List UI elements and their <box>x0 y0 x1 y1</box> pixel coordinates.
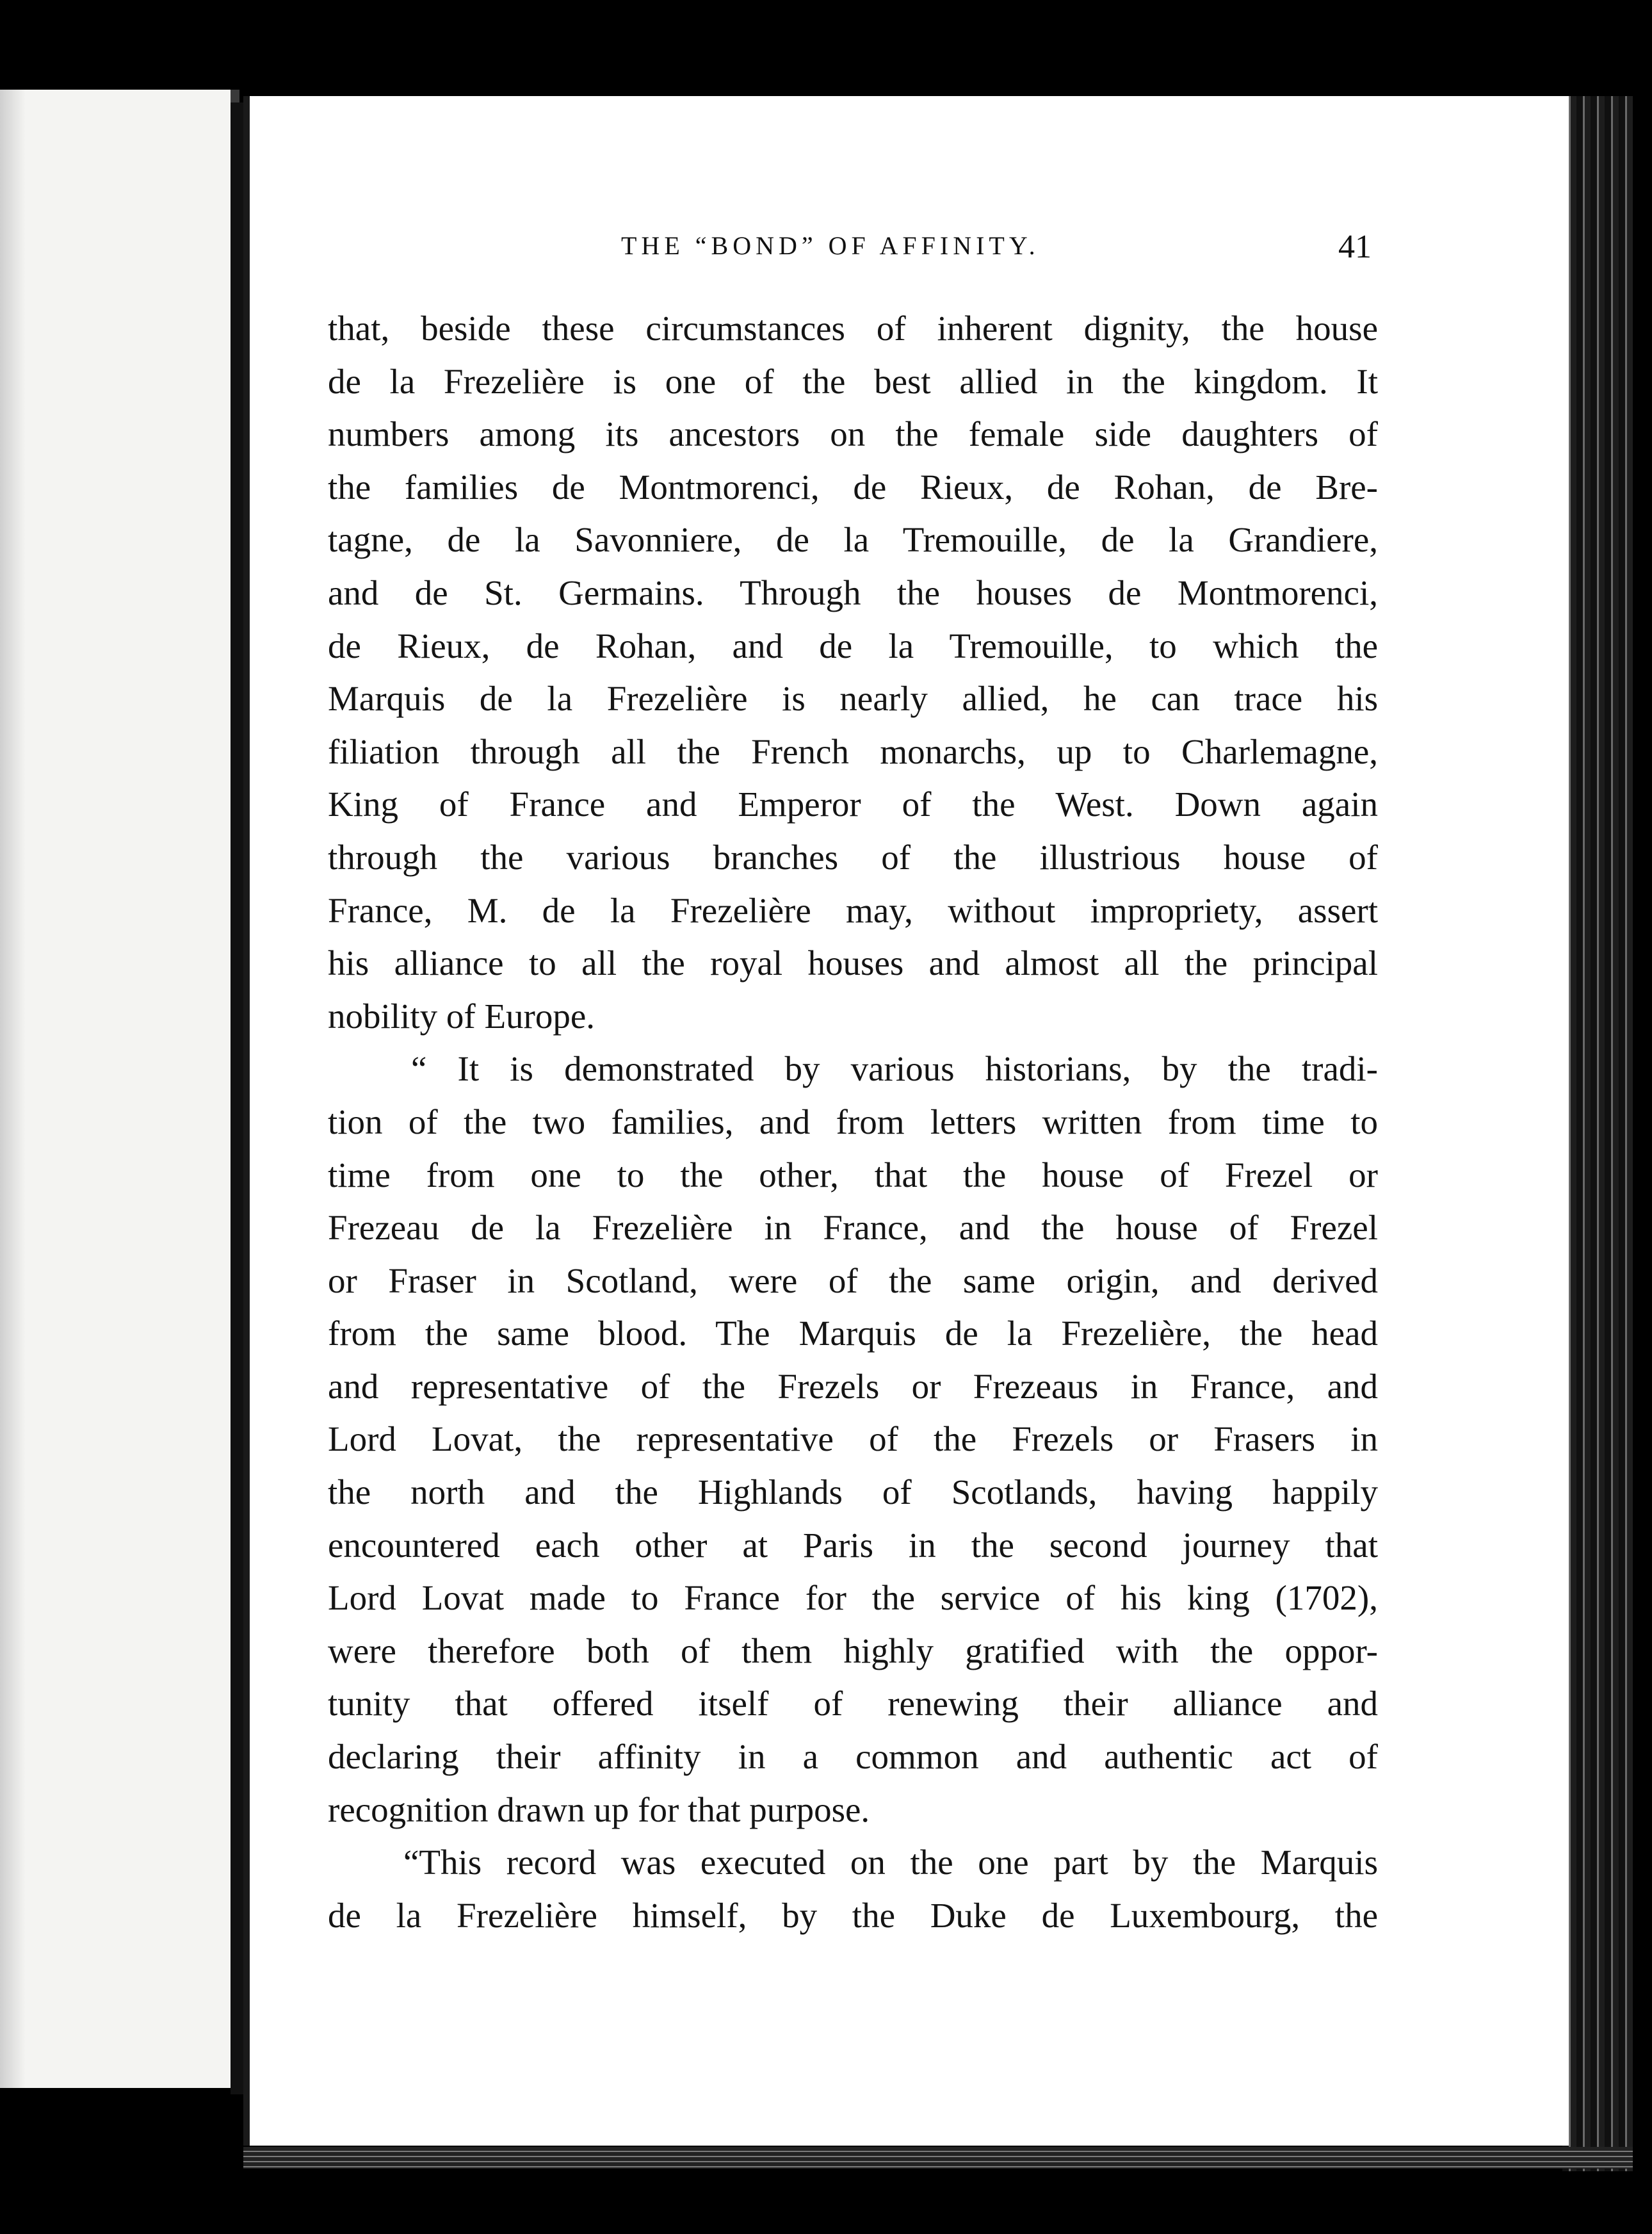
text-line: or Fraser in Scotland, were of the same origin, and derived <box>328 1260 1378 1300</box>
text-line: his alliance to all the royal houses and almost all the principal <box>328 943 1378 983</box>
text-line: de la Frezelière himself, by the Duke de Luxembourg, the <box>328 1895 1378 1935</box>
running-title: THE “BOND” OF AFFINITY. <box>621 231 1040 260</box>
text-line: de Rieux, de Rohan, and de la Tremouille, to which the <box>328 626 1378 665</box>
text-line: tunity that offered itself of renewing their alliance and <box>328 1684 1378 1724</box>
text-line: numbers among its ancestors on the female side daughters of <box>328 414 1378 454</box>
text-line: King of France and Emperor of the West. Down again <box>328 785 1378 824</box>
text-line: tion of the two families, and from letters written from time to <box>328 1102 1378 1141</box>
text-line: Marquis de la Frezelière is nearly allied, he can trace his <box>328 679 1378 719</box>
text-line: Lord Lovat, the representative of the Frezels or Frasers in <box>328 1419 1378 1459</box>
text-line: encountered each other at Paris in the second journey that <box>328 1525 1378 1565</box>
page-bottom-edges <box>243 2147 1633 2169</box>
text-line: nobility of Europe. <box>328 996 595 1036</box>
page-number: 41 <box>1338 229 1372 265</box>
text-line: recognition drawn up for that purpose. <box>328 1790 870 1829</box>
text-line: Frezeau de la Frezelière in France, and the house of Frezel <box>328 1208 1378 1248</box>
text-line: time from one to the other, that the house of Frezel or <box>328 1155 1378 1194</box>
text-line: tagne, de la Savonniere, de la Tremouille, de la Grandiere, <box>328 520 1378 560</box>
text-line: declaring their affinity in a common and authentic act of <box>328 1737 1378 1777</box>
text-line: Lord Lovat made to France for the service of his king (1702), <box>328 1578 1378 1618</box>
text-line: France, M. de la Frezelière may, without impropriety, assert <box>328 890 1378 930</box>
page-body-text <box>328 302 1378 1942</box>
facing-page-edge <box>0 90 239 2088</box>
text-line: that, beside these circumstances of inherent dignity, the house <box>328 309 1378 348</box>
text-line: and representative of the Frezels or Frezeaus in France, and <box>328 1366 1378 1406</box>
text-line: were therefore both of them highly gratified with the oppor- <box>328 1631 1378 1670</box>
text-line: the north and the Highlands of Scotlands, having happily <box>328 1472 1378 1512</box>
page-stack-edges <box>1562 96 1633 2171</box>
text-line: “ It is demonstrated by various historians, by the tradi- <box>411 1049 1378 1089</box>
text-line: through the various branches of the illustrious house of <box>328 837 1378 877</box>
text-line: filiation through all the French monarchs, up to Charlemagne, <box>328 731 1378 771</box>
text-line: de la Frezelière is one of the best allied in the kingdom. It <box>328 361 1378 401</box>
text-line: from the same blood. The Marquis de la Frezelière, the head <box>328 1314 1378 1353</box>
text-line: “This record was executed on the one part by the Marquis <box>403 1843 1378 1882</box>
facing-page-shadow <box>0 90 26 2088</box>
text-line: and de St. Germains. Through the houses de Montmorenci, <box>328 573 1378 612</box>
text-line: the families de Montmorenci, de Rieux, de Rohan, de Bre- <box>328 467 1378 507</box>
